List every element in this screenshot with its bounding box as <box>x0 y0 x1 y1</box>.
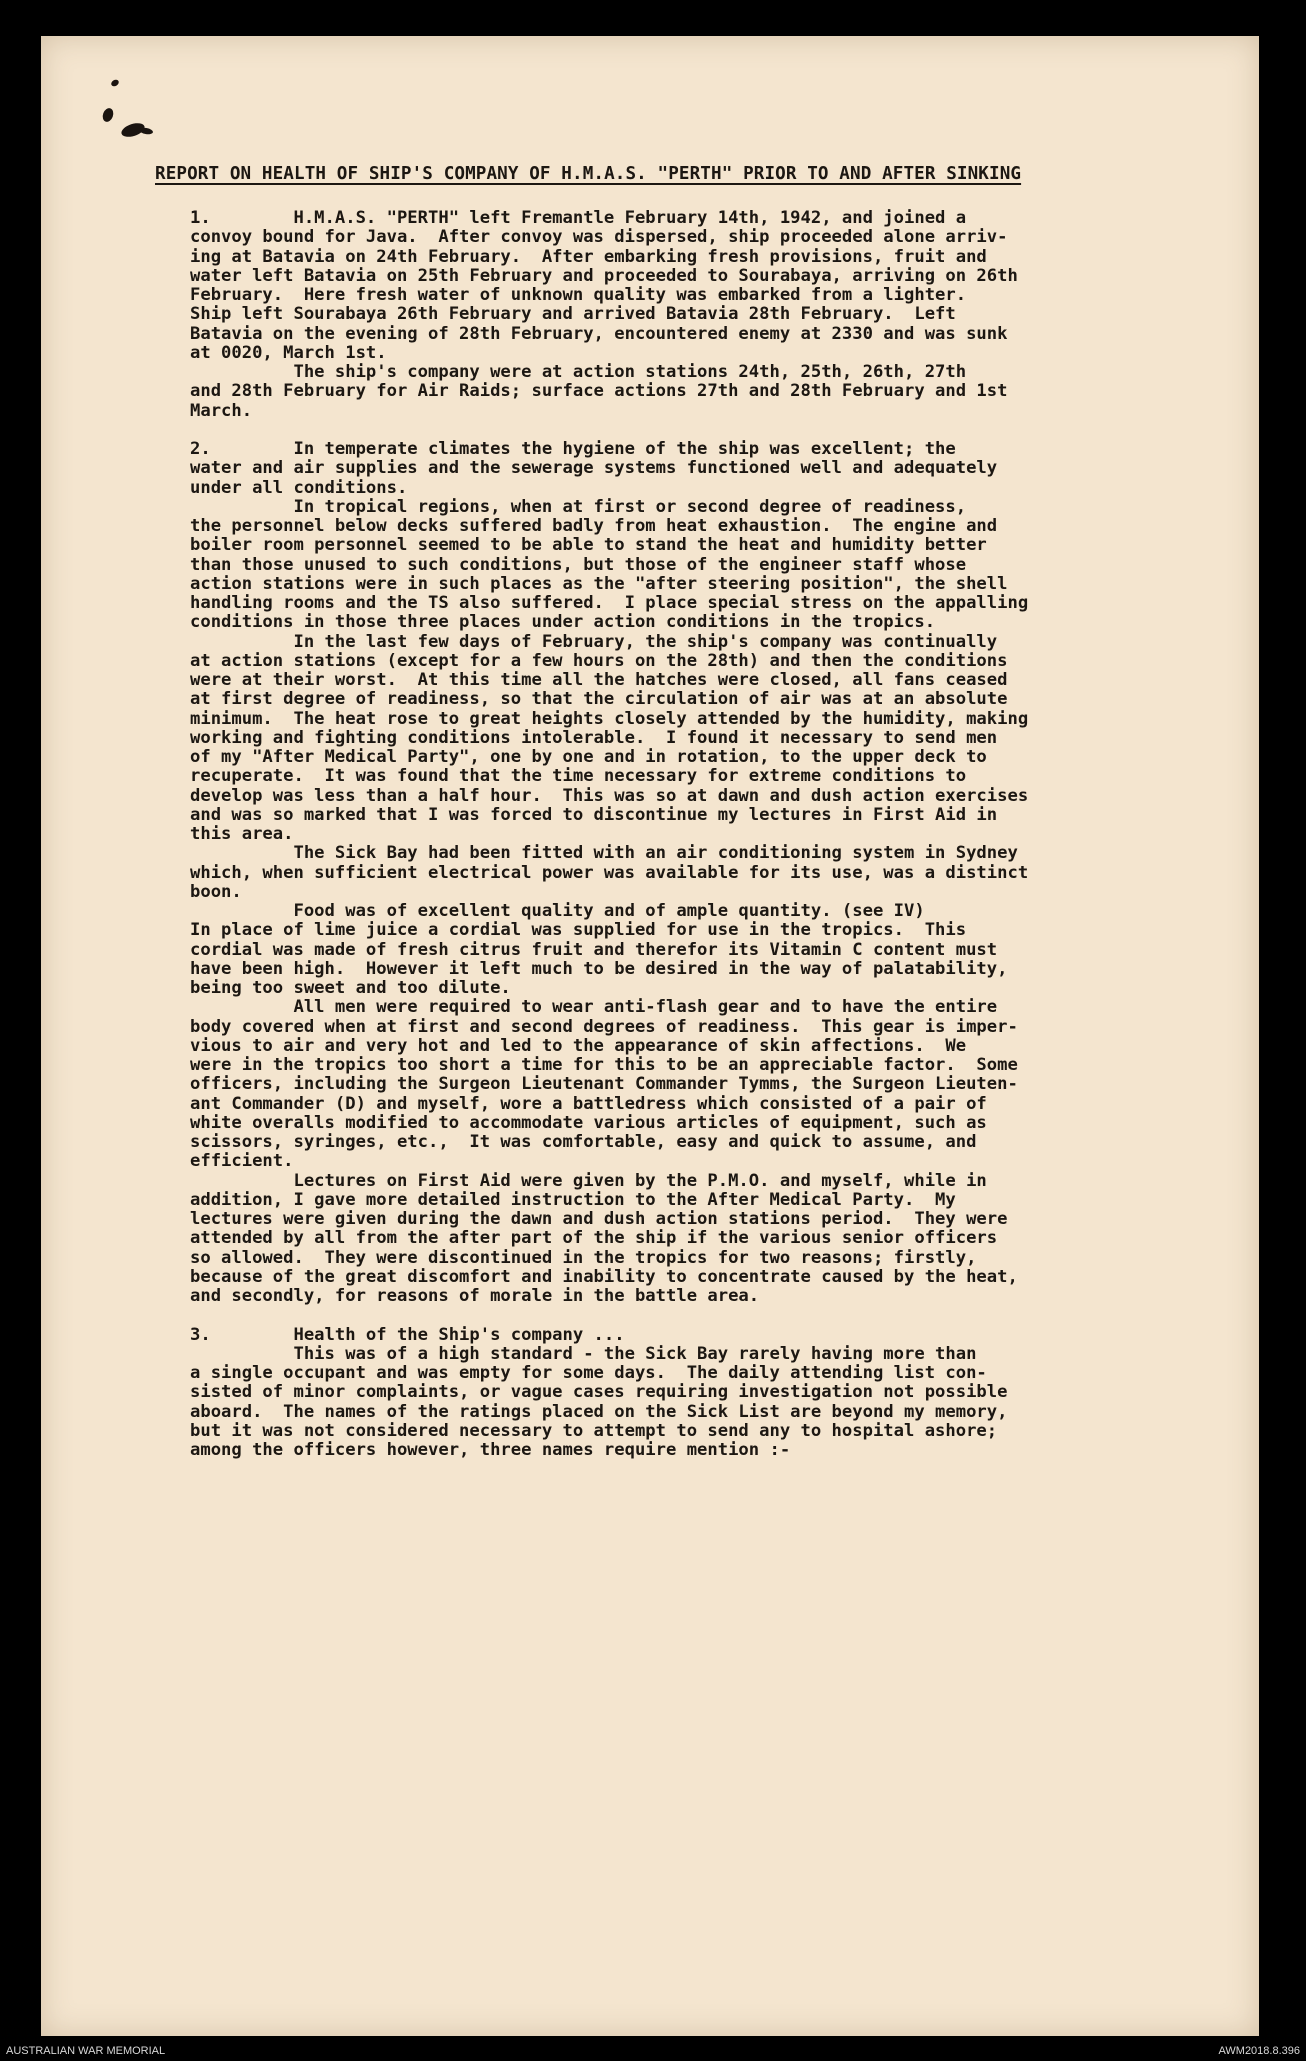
text-line: so allowed. They were discontinued in the tropics for two reasons; firstly, <box>190 1247 977 1268</box>
text-line: conditions in those three places under action conditions in the tropics. <box>190 612 936 633</box>
text-line: Ship left Sourabaya 26th February and arrived Batavia 28th February. Left <box>190 304 956 325</box>
text-line: 3. Health of the Ship's company ... <box>190 1324 625 1345</box>
text-line: white overalls modified to accommodate various articles of equipment, such as <box>190 1112 987 1133</box>
typed-report <box>41 36 1259 2036</box>
text-line: action stations were in such places as the "after steering position", the shell <box>190 573 1008 594</box>
text-line: aboard. The names of the ratings placed on the Sick List are beyond my memory, <box>190 1401 1008 1422</box>
text-line: March. <box>190 400 253 421</box>
text-line: 2. In temperate climates the hygiene of the ship was excellent; the <box>190 439 956 459</box>
text-line: recuperate. It was found that the time necessary for extreme conditions to <box>190 766 967 787</box>
text-line: and was so marked that I was forced to discontinue my lectures in First Aid in <box>190 804 998 825</box>
text-line: 1. H.M.A.S. "PERTH" left Fremantle February 14th, 1942, and joined a <box>190 208 967 228</box>
text-line: attended by all from the after part of the ship if the various senior officers <box>190 1228 998 1249</box>
text-line: at action stations (except for a few hours on the 28th) and then the conditions <box>190 650 1008 671</box>
text-line: The Sick Bay had been fitted with an air conditioning system in Sydney <box>190 843 1018 864</box>
text-line: among the officers however, three names require mention :- <box>190 1440 791 1460</box>
text-line: In the last few days of February, the ship's company was continually <box>190 631 998 652</box>
text-line: scissors, syringes, etc., It was comfortable, easy and quick to assume, and <box>190 1132 977 1152</box>
text-line: water left Batavia on 25th February and proceeded to Sourabaya, arriving on 26th <box>190 265 1018 286</box>
document-page <box>41 36 1259 2036</box>
text-line: sisted of minor complaints, or vague cases requiring investigation not possible <box>190 1382 1008 1403</box>
text-line: The ship's company were at action stations 24th, 25th, 26th, 27th <box>190 362 967 382</box>
text-line: the personnel below decks suffered badly from heat exhaustion. The engine and <box>190 516 998 536</box>
text-line: addition, I gave more detailed instruction to the After Medical Party. My <box>190 1189 956 1210</box>
text-line: ing at Batavia on 24th February. After embarking fresh provisions, fruit and <box>190 246 987 267</box>
text-line: Batavia on the evening of 28th February, encountered enemy at 2330 and was sunk <box>190 323 1008 344</box>
text-line: this area. <box>190 824 294 844</box>
text-line: All men were required to wear anti-flash gear and to have the entire <box>190 997 998 1018</box>
text-line: body covered when at first and second degrees of readiness. This gear is imper- <box>190 1016 1018 1037</box>
text-line: vious to air and very hot and led to the appearance of skin affections. We <box>190 1035 967 1056</box>
footer-accession-number: AWM2018.8.396 <box>1218 2045 1300 2057</box>
text-line: at 0020, March 1st. <box>190 342 387 363</box>
report-title: REPORT ON HEALTH OF SHIP'S COMPANY OF H.M.A.S. "PERTH" PRIOR TO AND AFTER SINKING <box>155 164 1022 184</box>
text-line: efficient. <box>190 1151 294 1172</box>
text-line: of my "After Medical Party", one by one and in rotation, to the upper deck to <box>190 747 987 767</box>
text-line: but it was not considered necessary to attempt to send any to hospital ashore; <box>190 1420 998 1441</box>
text-line: under all conditions. <box>190 477 408 498</box>
text-line: cordial was made of fresh citrus fruit and therefor its Vitamin C content must <box>190 939 998 960</box>
text-line: and secondly, for reasons of morale in the battle area. <box>190 1286 760 1306</box>
text-line: February. Here fresh water of unknown quality was embarked from a lighter. <box>190 285 967 305</box>
footer-archive-name: AUSTRALIAN WAR MEMORIAL <box>6 2045 166 2057</box>
text-line: at first degree of readiness, so that the circulation of air was at an absolute <box>190 689 1008 710</box>
text-line: Lectures on First Aid were given by the P.M.O. and myself, while in <box>190 1170 987 1191</box>
text-line: officers, including the Surgeon Lieutenant Commander Tymms, the Surgeon Lieuten- <box>190 1074 1018 1095</box>
text-line: water and air supplies and the sewerage systems functioned well and adequately <box>190 458 998 479</box>
text-line: because of the great discomfort and inability to concentrate caused by the heat, <box>190 1266 1018 1287</box>
text-line: In tropical regions, when at first or second degree of readiness, <box>190 496 967 517</box>
text-line: boiler room personnel seemed to be able to stand the heat and humidity better <box>190 535 987 556</box>
text-line: being too sweet and too dilute. <box>190 978 511 998</box>
text-line: were in the tropics too short a time for this to be an appreciable factor. Some <box>190 1055 1018 1075</box>
text-line: lectures were given during the dawn and dush action stations period. They were <box>190 1209 1008 1229</box>
text-line: boon. <box>190 881 242 902</box>
text-line: handling rooms and the TS also suffered. I place special stress on the appalling <box>190 593 1029 613</box>
text-line: have been high. However it left much to be desired in the way of palatability, <box>190 958 1008 979</box>
text-line: were at their worst. At this time all the hatches were closed, all fans ceased <box>190 670 1008 690</box>
text-line: which, when sufficient electrical power was available for its use, was a distinct <box>190 862 1029 883</box>
text-line: minimum. The heat rose to great heights closely attended by the humidity, making <box>190 708 1029 729</box>
text-line: and 28th February for Air Raids; surface actions 27th and 28th February and 1st <box>190 381 1008 402</box>
text-line: than those unused to such conditions, but those of the engineer staff whose <box>190 554 967 575</box>
text-line: working and fighting conditions intolerable. I found it necessary to send men <box>190 727 998 748</box>
text-line: ant Commander (D) and myself, wore a battledress which consisted of a pair of <box>190 1093 987 1114</box>
text-line: a single occupant and was empty for some days. The daily attending list con- <box>190 1363 987 1383</box>
text-line: develop was less than a half hour. This was so at dawn and dush action exercises <box>190 785 1029 806</box>
text-line: Food was of excellent quality and of ample quantity. (see IV) <box>190 901 925 921</box>
text-line: This was of a high standard - the Sick Bay rarely having more than <box>190 1343 977 1364</box>
text-line: In place of lime juice a cordial was supplied for use in the tropics. This <box>190 920 967 941</box>
text-line: convoy bound for Java. After convoy was dispersed, ship proceeded alone arriv- <box>190 227 1008 248</box>
